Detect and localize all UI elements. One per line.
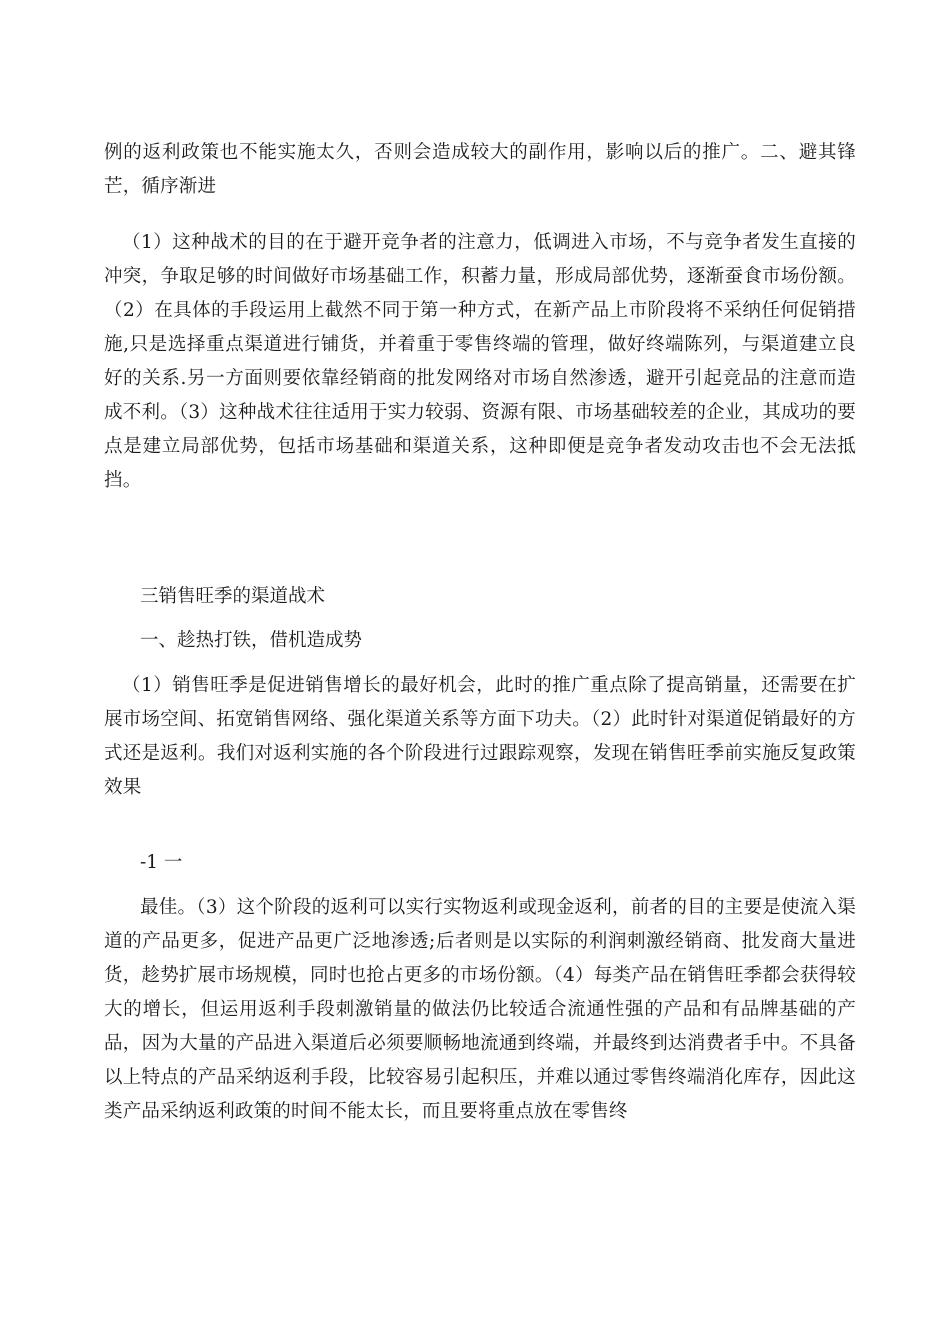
page-marker: -1 一 (140, 852, 183, 873)
paragraph-peak-season-promotion: （1）销售旺季是促进销售增长的最好机会，此时的推广重点除了提高销量，还需要在扩展市场空间、拓宽销售网络、强化渠道关系等方面下功夫。（2）此时针对渠道促销最好的方式还是返利。我们对返利实施的各个阶段进行过跟踪观察，发现在销售旺季前实施反复政策效果 (104, 675, 856, 798)
paragraph-rebate-policy-end: 例的返利政策也不能实施太久，否则会造成较大的副作用，影响以后的推广。二、避其锋芒，循序渐进 (104, 142, 856, 197)
paragraph-rebate-best-timing: 最佳。（3）这个阶段的返利可以实行实物返利或现金返利，前者的目的主要是使流入渠道的产品更多，促进产品更广泛地渗透;后者则是以实际的利润刺激经销商、批发商大量进货，趁势扩展市场规模，同时也抢占更多的市场份额。（4）每类产品在销售旺季都会获得较大的增长，但运用返利手段刺激销量的做法仍比较适合流通性强的产品和有品牌基础的产品，因为大量的产品进入渠道后必须要顺畅地流通到终端，并最终到达消费者手中。不具备以上特点的产品采纳返利手段，比较容易引起积压，并难以通过零售终端消化库存，因此这类产品采纳返利政策的时间不能太长，而且要将重点放在零售终 (104, 897, 856, 1122)
subsection-heading-strike-while-hot: 一、趁热打铁，借机造成势 (140, 630, 363, 651)
section-heading-peak-season: 三销售旺季的渠道战术 (140, 586, 326, 607)
paragraph-avoid-competition: （1）这种战术的目的在于避开竞争者的注意力，低调进入市场，不与竞争者发生直接的冲突，争取足够的时间做好市场基础工作，积蓄力量，形成局部优势，逐渐蚕食市场份额。（2）在具体的手段运用上截然不同于第一种方式，在新产品上市阶段将不采纳任何促销措施,只是选择重点渠道进行铺货，并着重于零售终端的管理，做好终端陈列，与渠道建立良好的关系.另一方面则要依靠经销商的批发网络对市场自然渗透，避开引起竞品的注意而造成不利。（3）这种战术往往适用于实力较弱、资源有限、市场基础较差的企业，其成功的要点是建立局部优势，包括市场基础和渠道关系，这种即便是竞争者发动攻击也不会无法抵挡。 (104, 232, 856, 491)
